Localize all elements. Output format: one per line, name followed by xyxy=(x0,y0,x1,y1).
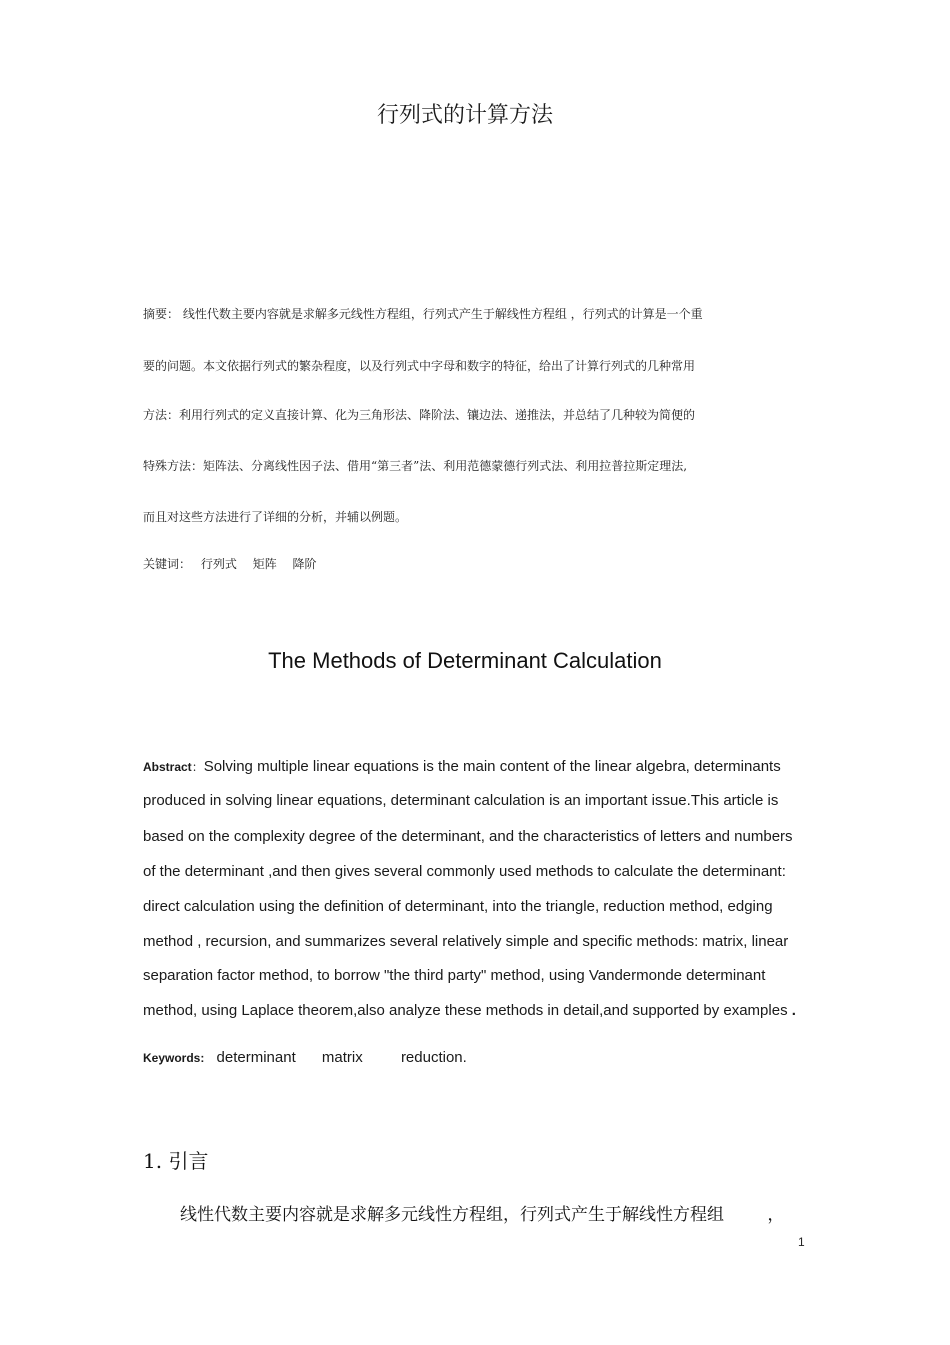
abstract-last-period: . xyxy=(791,1002,796,1019)
english-abstract-line-6: method , recursion, and summarizes several relatively simple and specific methods: matrix, linear xyxy=(143,933,789,950)
english-abstract-line-2: produced in solving linear equations, determinant calculation is an important issue.This article is xyxy=(143,792,779,809)
english-abstract-line-3: based on the complexity degree of the determinant, and the characteristics of letters and numbers xyxy=(143,828,793,845)
chinese-abstract-line-4: 特殊方法：矩阵法、分离线性因子法、借用“第三者”法、利用范德蒙德行列式法、利用拉普拉斯定理法, xyxy=(143,459,688,473)
english-keyword: reduction. xyxy=(400,1049,467,1066)
english-abstract-line-4: of the determinant ,and then gives several commonly used methods to calculate the determinant: xyxy=(143,863,786,880)
chinese-abstract-line-2: 要的问题。本文依据行列式的繁杂程度，以及行列式中字母和数字的特征，给出了计算行列式的几种常用 xyxy=(143,359,696,373)
english-abstract-line-8 xyxy=(143,1002,796,1019)
section-body-trailing: ， xyxy=(767,1205,785,1225)
english-keywords xyxy=(143,1049,467,1066)
chinese-keywords-label: 关键词： xyxy=(143,557,192,571)
chinese-keywords xyxy=(143,555,317,572)
page-number: 1 xyxy=(798,1235,805,1249)
english-keywords-label: Keywords: xyxy=(143,1051,205,1065)
chinese-abstract-line-3: 方法：利用行列式的定义直接计算、化为三角形法、降阶法、镶边法、递推法，并总结了几种较为简便的 xyxy=(143,408,696,422)
section-heading: 1. 引言 xyxy=(143,1149,209,1173)
section-body-line xyxy=(180,1200,784,1225)
abstract-first-line: Solving multiple linear equations is the main content of the linear algebra, determinants xyxy=(203,758,781,775)
abstract-label: Abstract xyxy=(143,760,192,774)
chinese-abstract-line-5: 而且对这些方法进行了详细的分析，并辅以例题。 xyxy=(143,510,408,524)
english-abstract-line-1 xyxy=(143,758,781,775)
section-body-text: 线性代数主要内容就是求解多元线性方程组，行列式产生于解线性方程组 xyxy=(180,1205,724,1225)
english-keyword: matrix xyxy=(321,1049,363,1066)
abstract-separator: ： xyxy=(191,760,204,774)
abstract-last-line: method, using Laplace theorem,also analyze these methods in detail,and supported by examples xyxy=(143,1002,788,1019)
english-keyword: determinant xyxy=(216,1049,296,1066)
chinese-title: 行列式的计算方法 xyxy=(376,103,553,128)
chinese-keyword: 降阶 xyxy=(292,557,317,571)
chinese-keyword: 矩阵 xyxy=(252,557,277,571)
english-title: The Methods of Determinant Calculation xyxy=(268,648,662,673)
chinese-abstract-line-1: 摘要： 线性代数主要内容就是求解多元线性方程组，行列式产生于解线性方程组 ，行列式的计算是一个重 xyxy=(143,307,703,321)
english-abstract-line-7: separation factor method, to borrow "the third party" method, using Vandermonde determinant xyxy=(143,967,766,984)
chinese-keyword: 行列式 xyxy=(200,557,237,571)
english-abstract-line-5: direct calculation using the definition of determinant, into the triangle, reduction method, edging xyxy=(143,898,773,915)
